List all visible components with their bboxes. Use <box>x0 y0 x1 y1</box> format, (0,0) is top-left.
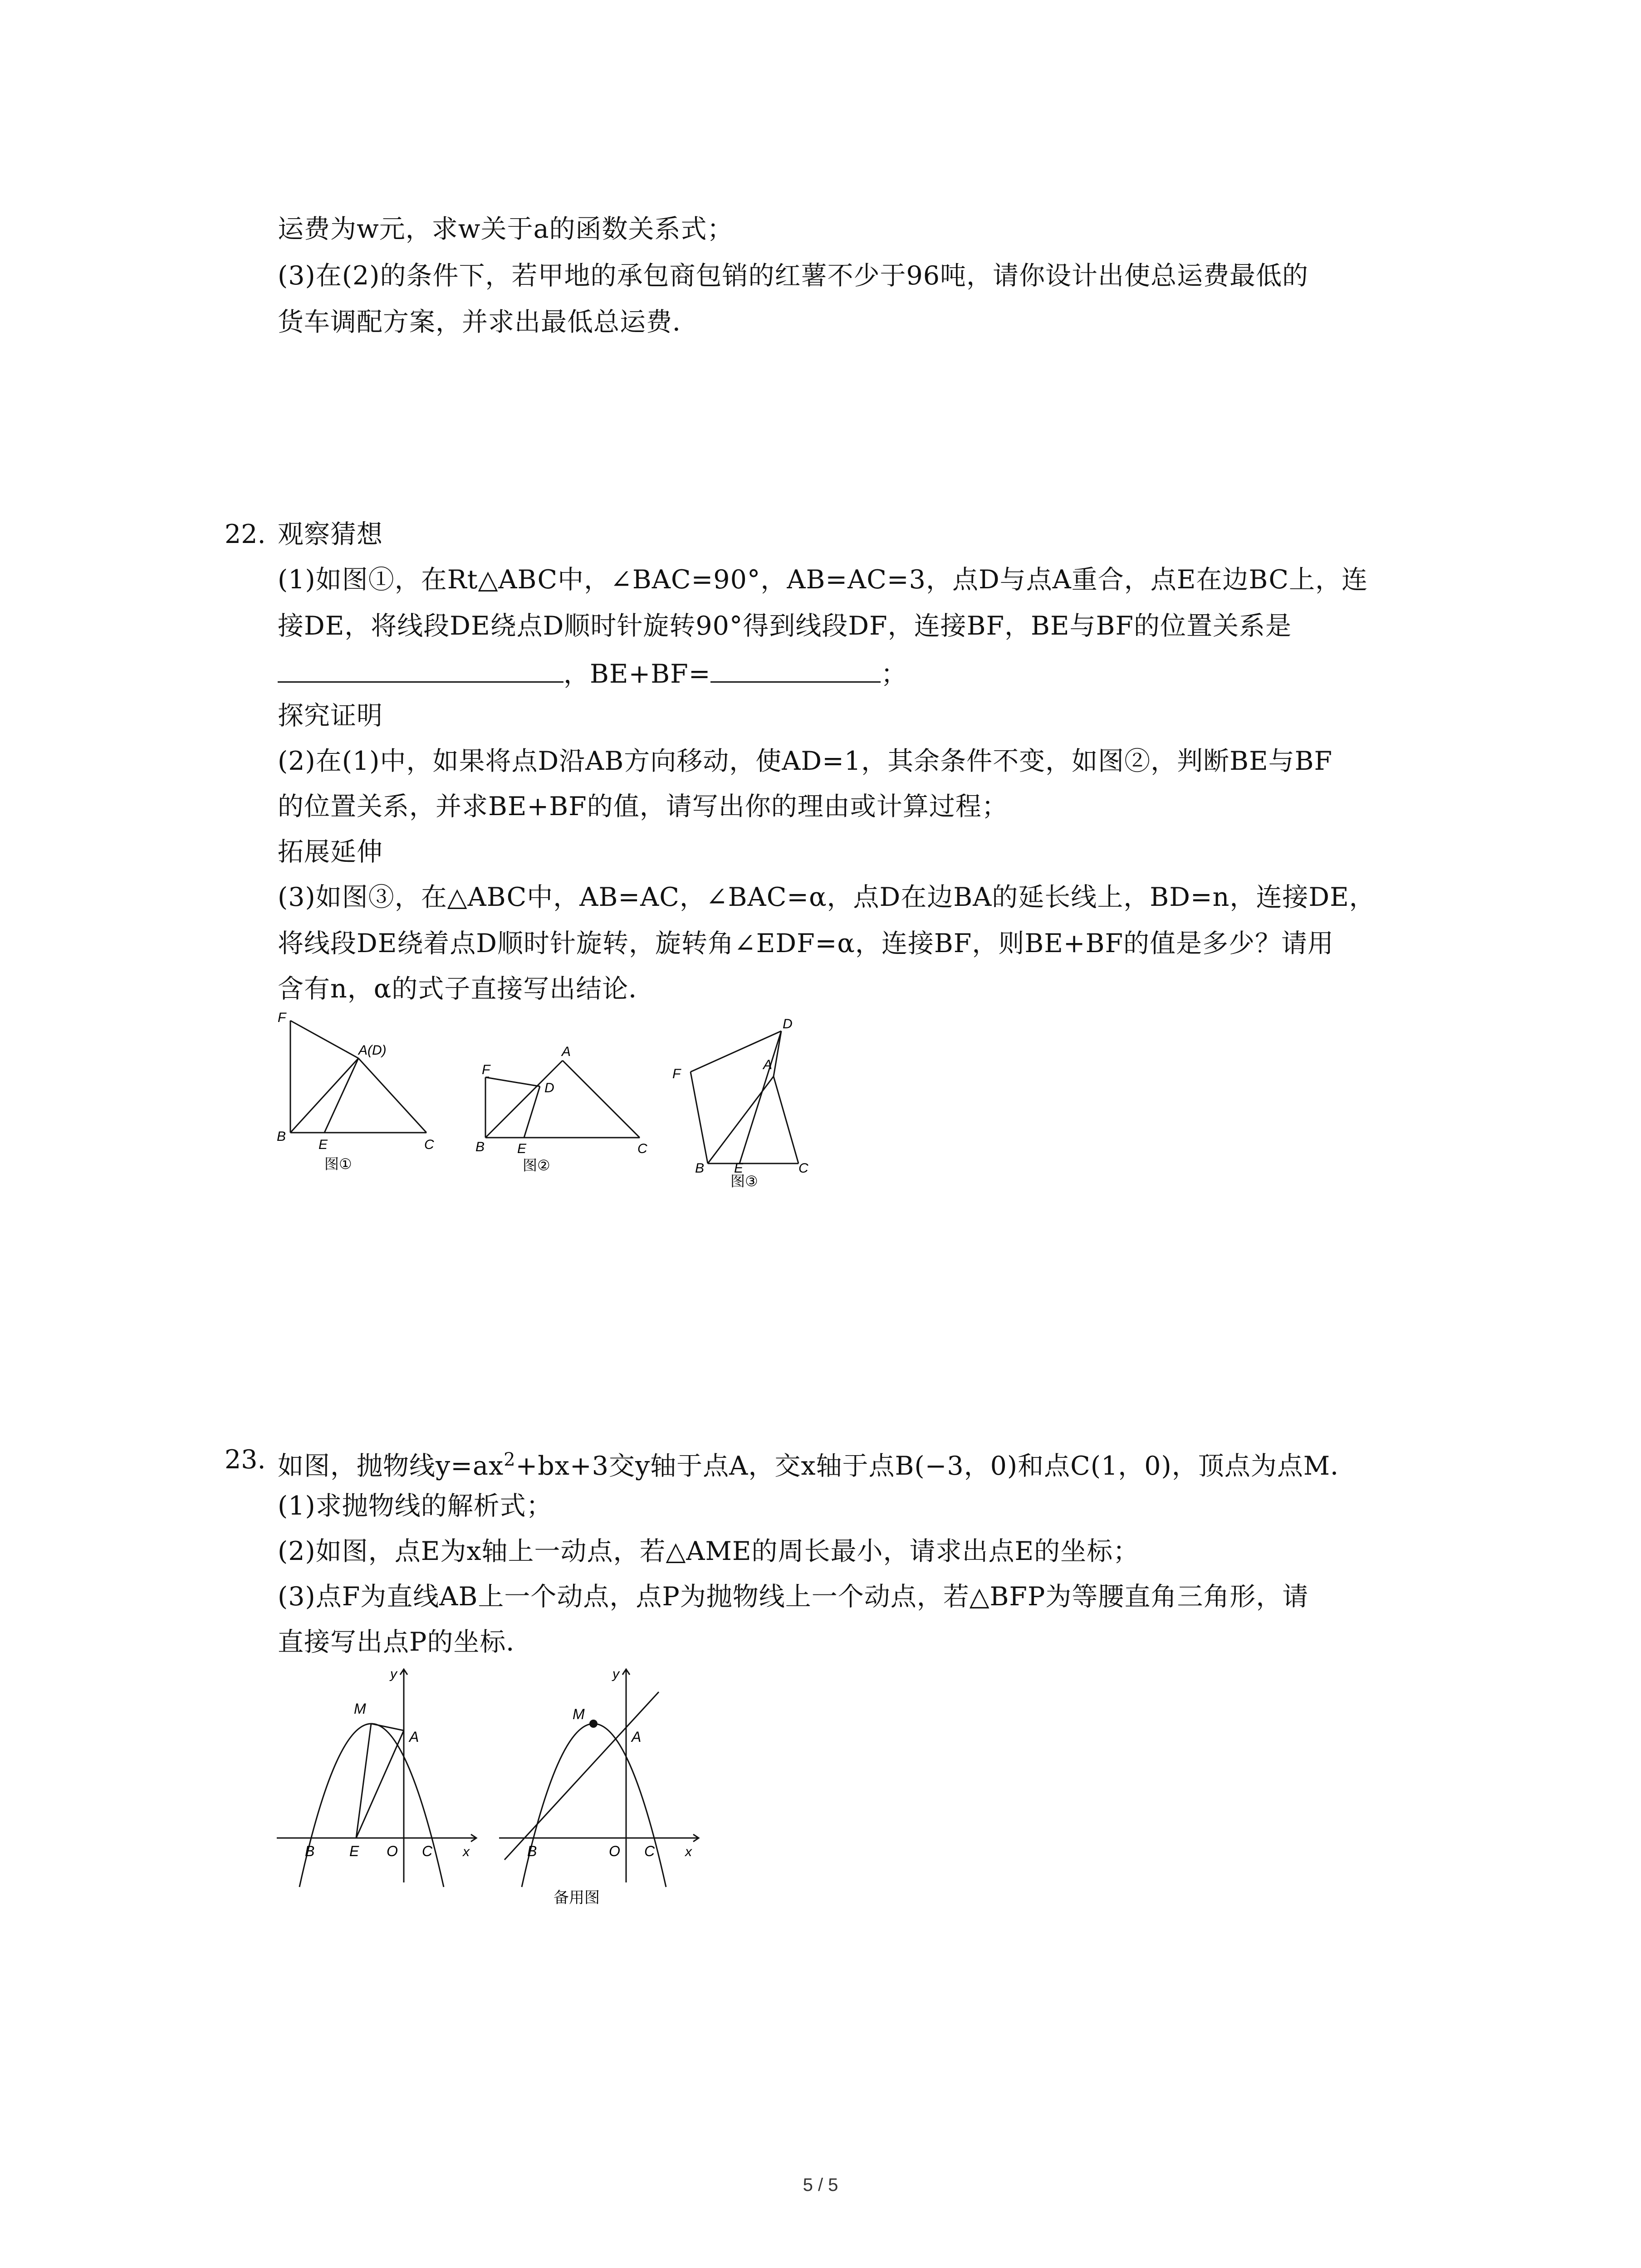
figA-label-y: y <box>390 1667 397 1681</box>
q22-part3-line-b: 将线段DE绕着点D顺时针旋转，旋转角∠EDF=α，连接BF，则BE+BF的值是多少？请用 <box>278 929 1334 958</box>
q23-figure-main <box>272 1660 490 1896</box>
q22-figure-2 <box>463 1034 653 1184</box>
fig1-label-e: E <box>318 1137 328 1152</box>
figA-label-b: B <box>305 1843 315 1859</box>
figB-label-y: y <box>612 1667 619 1681</box>
q22-title: 观察猜想 <box>278 519 383 549</box>
q22-figure-1 <box>268 1005 458 1177</box>
q23-line-2: (1)求抛物线的解析式； <box>278 1491 553 1521</box>
q23-number: 23. <box>225 1445 266 1475</box>
fig3-label-d: D <box>783 1017 793 1031</box>
figA-label-m: M <box>354 1701 366 1717</box>
q22-part3-line-a: (3)如图③，在△ABC中，AB=AC，∠BAC=α，点D在边BA的延长线上，BD=n，连接DE， <box>278 882 1376 912</box>
q23-line-3: (2)如图，点E为x轴上一动点，若△AME的周长最小，请求出点E的坐标； <box>278 1536 1140 1566</box>
figB-label-o: O <box>609 1843 620 1859</box>
q22-figure-3 <box>662 1009 853 1191</box>
figA-label-a: A <box>409 1729 419 1745</box>
q22-part2-line-a: (2)在(1)中，如果将点D沿AB方向移动，使AD=1，其余条件不变，如图②，判断BE与BF <box>278 746 1333 776</box>
fig1-label-c: C <box>424 1137 434 1152</box>
fig2-caption: 图② <box>523 1157 550 1173</box>
q23-figure-backup <box>495 1660 712 1914</box>
q22-section-explore: 探究证明 <box>278 701 383 731</box>
fig1-caption: 图① <box>324 1156 352 1172</box>
figA-label-x: x <box>463 1844 470 1859</box>
q22-number: 22. <box>225 519 266 549</box>
page-number: 5 / 5 <box>803 2175 838 2195</box>
q22-part2-line-b: 的位置关系，并求BE+BF的值，请写出你的理由或计算过程； <box>278 792 1008 821</box>
q22-section-extend: 拓展延伸 <box>278 837 383 867</box>
fig3-label-f: F <box>672 1066 681 1081</box>
q23-line-1-sup: 2 <box>504 1449 516 1470</box>
fig2-label-f: F <box>482 1062 490 1077</box>
fig1-label-ad: A(D) <box>358 1043 387 1058</box>
q21-line-3: 货车调配方案，并求出最低总运费． <box>278 307 699 337</box>
q23-line-1 <box>278 1442 1357 1484</box>
figB-label-a: A <box>632 1729 642 1745</box>
figB-label-m: M <box>573 1706 585 1722</box>
fig3-label-a: A <box>763 1057 773 1072</box>
fig2-label-a: A <box>562 1044 571 1059</box>
q23-line-4: (3)点F为直线AB上一个动点，点P为抛物线上一个动点，若△BFP为等腰直角三角形，请 <box>278 1582 1309 1612</box>
figB-caption: 备用图 <box>554 1889 600 1906</box>
q22-part1-line-c <box>278 654 907 692</box>
q23-line-5: 直接写出点P的坐标． <box>278 1627 533 1657</box>
figB-label-b: B <box>527 1843 537 1859</box>
q22-part1-line-a: (1)如图①，在Rt△ABC中，∠BAC=90°，AB=AC=3，点D与点A重合，点E在边BC上，连 <box>278 565 1368 595</box>
fig2-label-b: B <box>475 1139 485 1154</box>
q23-line-1-pre: 如图，抛物线y=ax <box>278 1451 504 1481</box>
q21-line-1: 运费为w元，求w关于a的函数关系式； <box>278 214 734 244</box>
answer-blank-2[interactable] <box>710 654 881 683</box>
fig3-label-c: C <box>798 1161 808 1176</box>
figA-label-o: O <box>387 1843 398 1859</box>
fig3-label-b: B <box>695 1161 705 1176</box>
figA-label-e: E <box>349 1843 359 1859</box>
q21-line-2: (3)在(2)的条件下，若甲地的承包商包销的红薯不少于96吨，请你设计出使总运费最低的 <box>278 261 1309 291</box>
q22-part1-line-b: 接DE，将线段DE绕点D顺时针旋转90°得到线段DF，连接BF，BE与BF的位置关系是 <box>278 611 1292 641</box>
vertex-point-m <box>589 1720 598 1728</box>
fig3-label-e: E <box>734 1161 744 1176</box>
fig1-label-b: B <box>277 1129 286 1144</box>
figA-label-c: C <box>422 1843 433 1859</box>
q22-part1-mid-text: ，BE+BF= <box>563 659 711 689</box>
fig3-caption: 图③ <box>730 1173 758 1189</box>
answer-blank-1[interactable] <box>278 654 563 683</box>
q22-part3-line-c: 含有n，α的式子直接写出结论． <box>278 974 655 1004</box>
fig2-label-e: E <box>517 1141 527 1156</box>
fig2-label-d: D <box>544 1080 554 1095</box>
fig1-label-f: F <box>278 1010 286 1025</box>
q22-part1-end-text: ； <box>881 659 907 689</box>
figB-label-x: x <box>685 1844 692 1859</box>
figB-label-c: C <box>644 1843 655 1859</box>
q23-line-1-post: +bx+3交y轴于点A，交x轴于点B(−3，0)和点C(1，0)，顶点为点M． <box>515 1451 1357 1481</box>
fig2-label-c: C <box>637 1141 647 1156</box>
